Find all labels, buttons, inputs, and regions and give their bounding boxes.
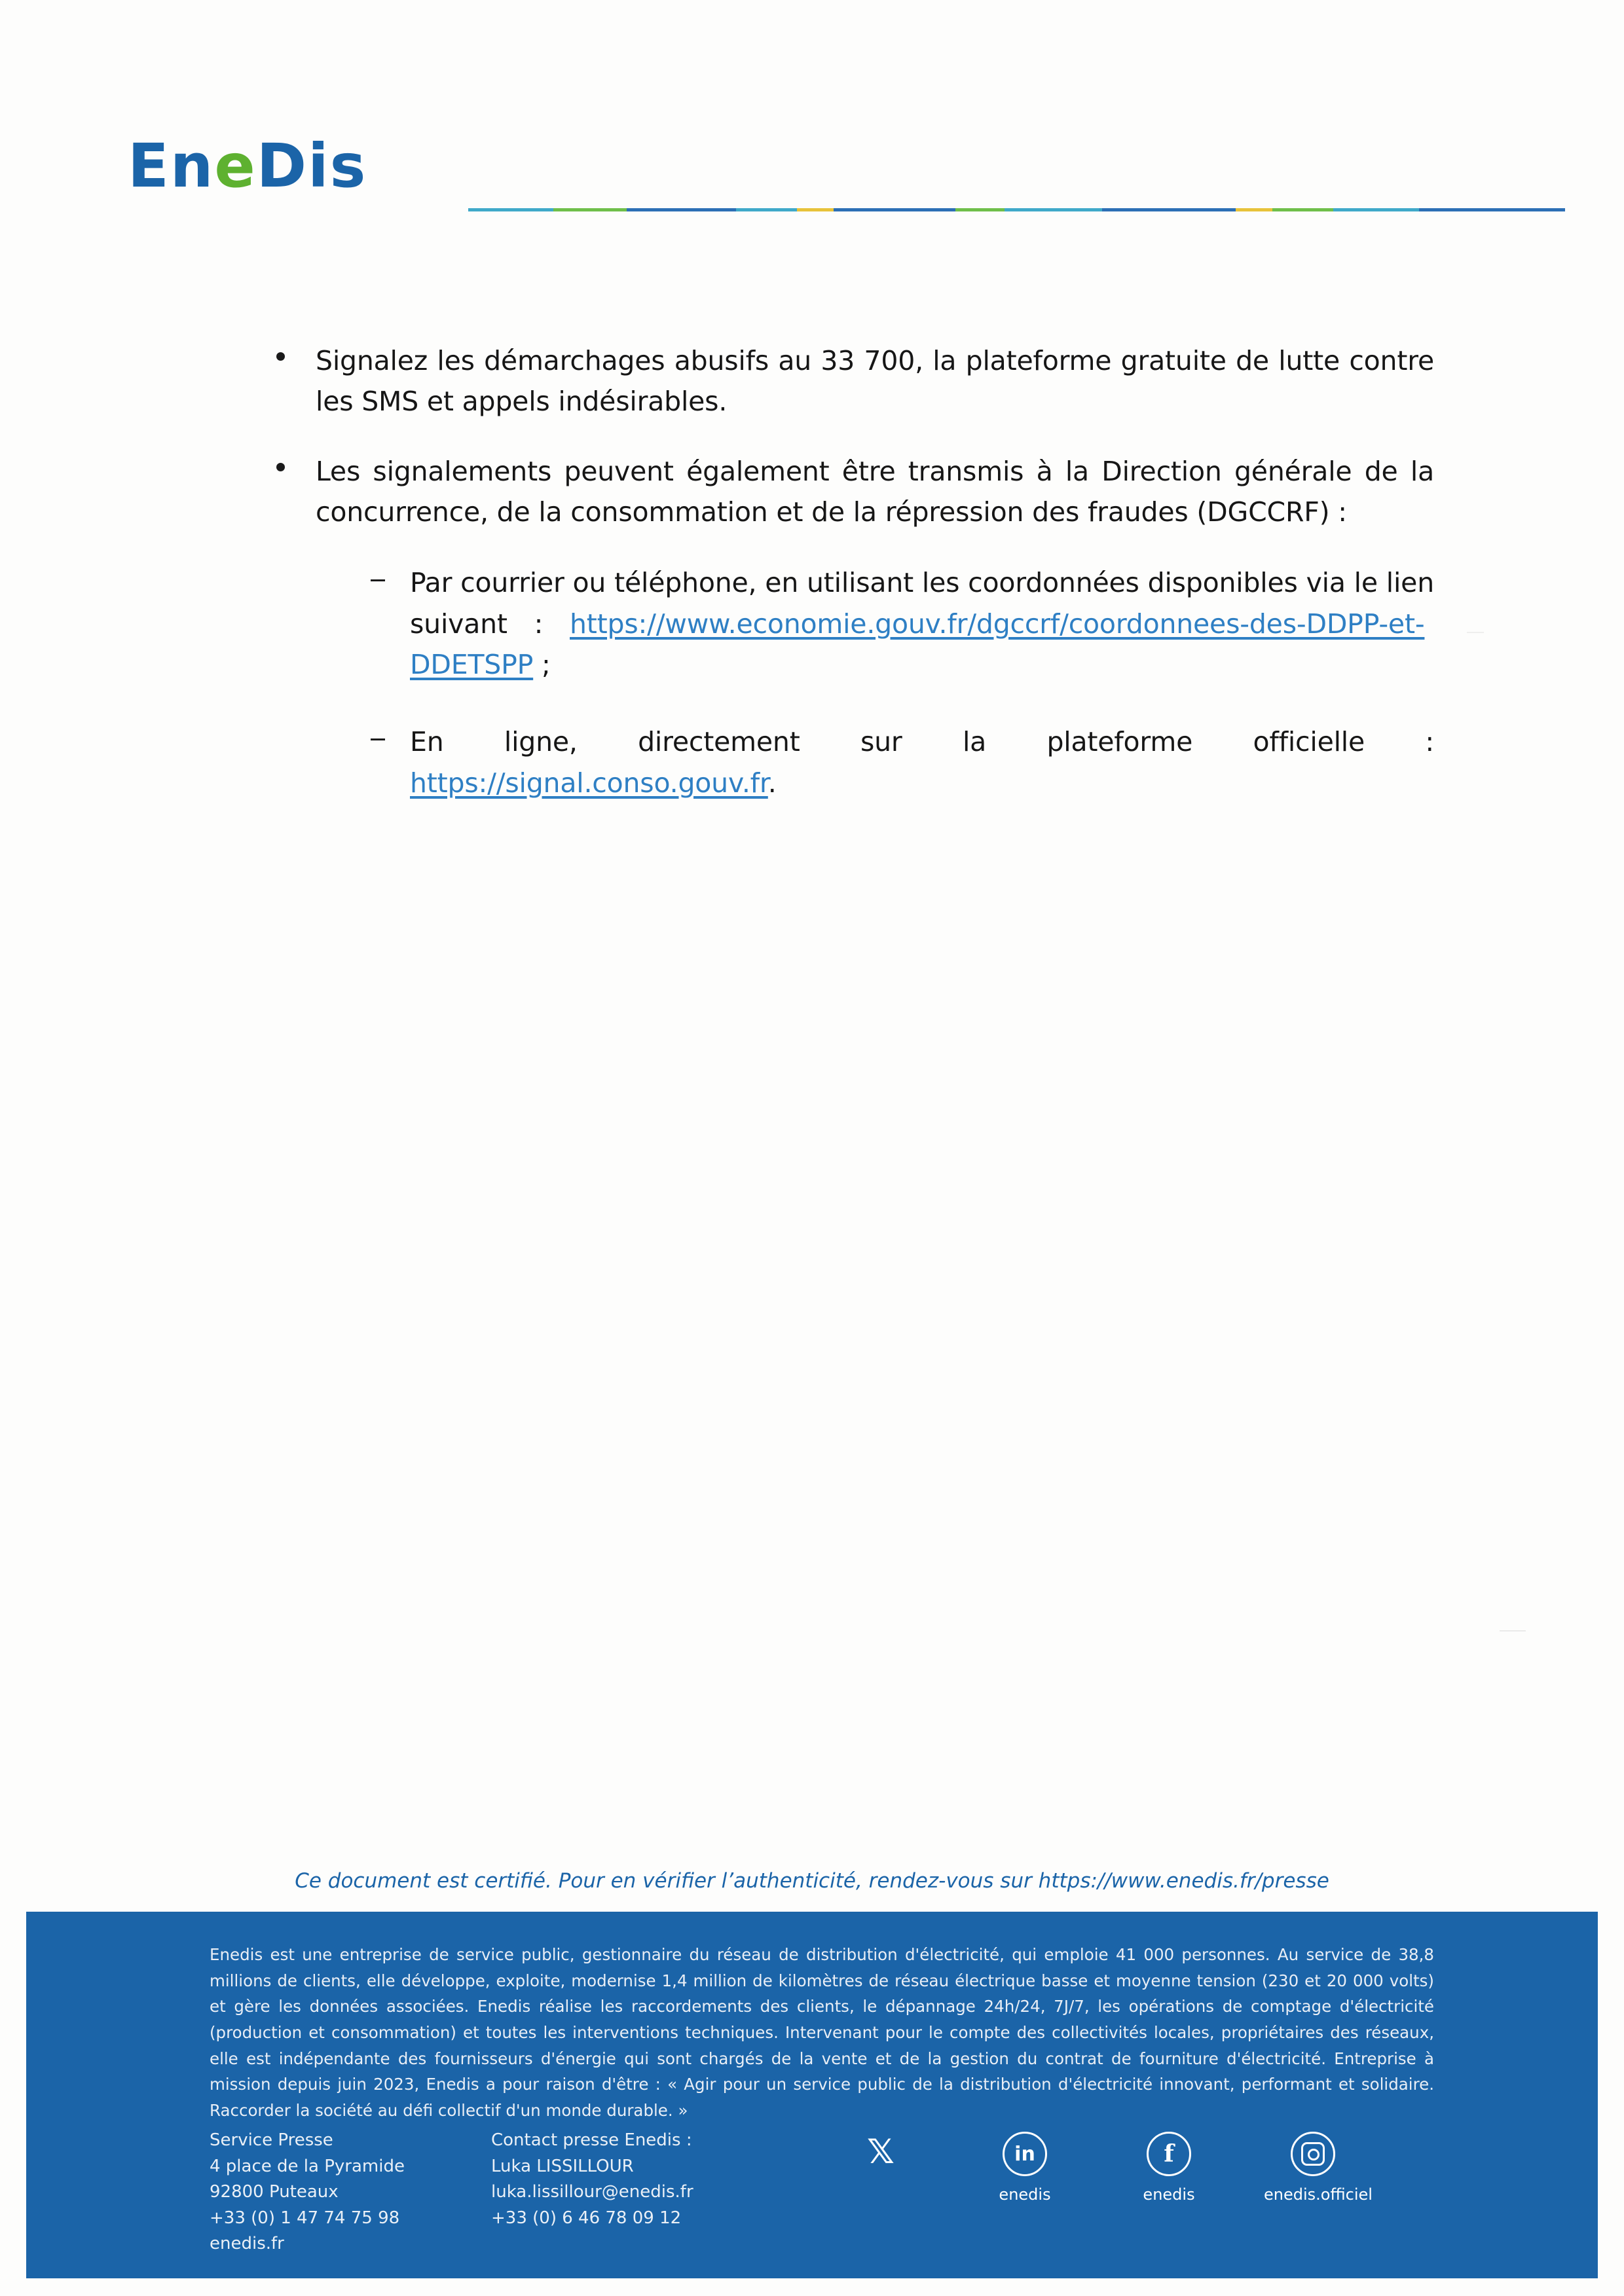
press-service-address-line2: 92800 Puteaux	[210, 2182, 339, 2202]
certification-note: Ce document est certifié. Pour en vérifier l’authenticité, rendez-vous sur https://www.enedis.fr/presse	[295, 1869, 1329, 1893]
document-header	[128, 131, 1565, 223]
logo-part-1: En	[128, 131, 215, 201]
logo-part-2: e	[214, 131, 257, 201]
scan-artifact	[1500, 1630, 1526, 1631]
scan-artifact	[1467, 632, 1484, 633]
footer-description: Enedis est une entreprise de service public, gestionnaire du réseau de distribution d'électricité, qui emploie 41 000 personnes. Au service de 38,8 millions de clients, elle développe, exploite, modernise 1,4 million de kilomètres de réseau électrique basse et moyenne tension (230 et 20 000 volts) et gère les données associées. Enedis réalise les raccordements des clients, le dépannage 24h/24, 7J/7, les opérations de comptage d'électricité (production et consommation) et toutes les interventions techniques. Intervenant pour le compte des collectivités locales, propriétaires des réseaux, elle est indépendante des fournisseurs d'énergie qui sont chargés de la vente et de la gestion du contrat de fourniture d'électricité. Entreprise à mission depuis juin 2023, Enedis a pour raison d'être : « Agir pour un service public de la distribution d'électricité innovant, performant et solidaire. Raccorder la société au défi collectif d'un monde durable. »	[210, 1945, 1434, 2121]
brand-rule-segment	[627, 208, 737, 211]
sub-item-prefix: En ligne, directement sur la plateforme officielle :	[410, 726, 1434, 758]
social-caption-linkedin: enedis	[999, 2185, 1051, 2204]
press-contact-phone: +33 (0) 6 46 78 09 12	[491, 2208, 682, 2228]
social-link-linkedin[interactable]	[976, 2132, 1074, 2204]
brand-rule-segment	[736, 208, 797, 211]
sub-item-suffix: ;	[533, 648, 551, 680]
brand-rule-segment	[553, 208, 627, 211]
brand-rule	[468, 208, 1565, 213]
brand-rule-segment	[797, 208, 834, 211]
bullet-text: Les signalements peuvent également être transmis à la Direction générale de la concurrence, de la consommation et de la répression des fraudes (DGCCRF) :	[316, 455, 1434, 528]
brand-rule-segment	[1236, 208, 1272, 211]
press-service-block	[210, 2128, 491, 2257]
brand-rule-segment	[1333, 208, 1418, 211]
brand-rule-segment	[1272, 208, 1333, 211]
list-item	[262, 451, 1434, 803]
brand-rule-segment	[1102, 208, 1236, 211]
social-link-instagram[interactable]	[1264, 2132, 1373, 2204]
press-service-website[interactable]: enedis.fr	[210, 2234, 284, 2254]
press-service-address-line1: 4 place de la Pyramide	[210, 2156, 405, 2176]
press-contact-name: Luka LISSILLOUR	[491, 2156, 634, 2176]
brand-rule-segment	[468, 208, 553, 211]
list-item	[262, 340, 1434, 422]
signal-conso-link[interactable]: https://signal.conso.gouv.fr	[410, 767, 768, 799]
press-contact-email[interactable]: luka.lissillour@enedis.fr	[491, 2182, 693, 2202]
enedis-logo	[128, 131, 367, 201]
x-twitter-icon: 𝕏	[867, 2132, 895, 2172]
press-service-title: Service Presse	[210, 2130, 333, 2150]
bullet-dot-icon	[276, 352, 285, 361]
social-caption-facebook: enedis	[1143, 2185, 1195, 2204]
list-item	[364, 562, 1434, 685]
social-link-x[interactable]	[832, 2132, 930, 2181]
social-links	[832, 2132, 1373, 2204]
footer-columns	[210, 2128, 1454, 2257]
sub-item-suffix: .	[767, 767, 777, 799]
dash-bullet-icon	[371, 738, 385, 740]
social-caption-instagram: enedis.officiel	[1264, 2185, 1373, 2204]
press-contact-block	[491, 2128, 832, 2231]
brand-rule-segment	[955, 208, 1004, 211]
document-footer	[26, 1912, 1598, 2278]
dash-bullet-icon	[371, 579, 385, 581]
facebook-icon: f	[1147, 2132, 1191, 2176]
list-item	[364, 721, 1434, 803]
instagram-icon	[1291, 2132, 1335, 2176]
logo-part-3: Dis	[256, 131, 367, 201]
brand-rule-segment	[1419, 208, 1565, 211]
sub-item-prefix: Par courrier ou téléphone, en utilisant les coordonnées disponibles via le lien suivant :	[410, 567, 1434, 640]
sub-list	[316, 562, 1434, 803]
dgccrf-coordinates-link[interactable]: https://www.economie.gouv.fr/dgccrf/coordonnees-des-DDPP-et-DDETSPP	[410, 608, 1425, 680]
main-content	[262, 340, 1434, 840]
bullet-text: Signalez les démarchages abusifs au 33 700, la plateforme gratuite de lutte contre les SMS et appels indésirables.	[316, 345, 1434, 418]
bullet-dot-icon	[276, 463, 285, 471]
press-service-phone: +33 (0) 1 47 74 75 98	[210, 2208, 400, 2228]
social-link-facebook[interactable]	[1120, 2132, 1218, 2204]
brand-rule-segment	[834, 208, 955, 211]
brand-rule-segment	[1005, 208, 1102, 211]
linkedin-icon: in	[1003, 2132, 1047, 2176]
press-contact-title: Contact presse Enedis :	[491, 2130, 692, 2150]
